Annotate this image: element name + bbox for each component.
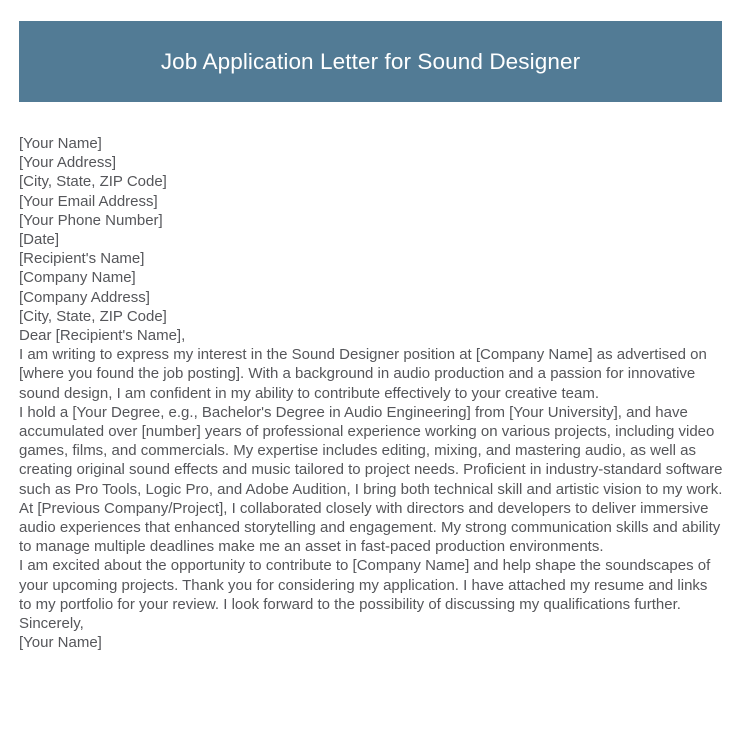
closing-line: Sincerely, — [19, 615, 84, 633]
recipient-street-line: [Company Address] — [19, 288, 150, 306]
recipient-address-block — [19, 249, 723, 326]
date-line: [Date] — [19, 231, 60, 249]
letter-paragraph-4: I am excited about the opportunity to contribute to [Company Name] and help shape the soundscapes of your upcoming projects. Thank you for considering my application. I have attached my resume and links to my portfolio for your review. I look forward to the possibility of discussing my qualifications further. — [19, 557, 711, 613]
recipient-city-line: [City, State, ZIP Code] — [19, 307, 167, 325]
sender-name-line: [Your Name] — [19, 135, 102, 152]
signature-name-line: [Your Name] — [19, 634, 102, 652]
sender-phone-line: [Your Phone Number] — [19, 211, 163, 229]
letter-paragraph-1: I am writing to express my interest in the Sound Designer position at [Company Name] as advertised on [where you found the job posting]. With a background in audio production and a passion for innovative sound design, I am confident in my ability to contribute effectively to your creative team. — [19, 346, 707, 402]
sender-city-line: [City, State, ZIP Code] — [19, 173, 167, 191]
sender-email-line: [Your Email Address] — [19, 192, 158, 210]
sender-street-line: [Your Address] — [19, 154, 117, 172]
letter-content — [19, 134, 723, 652]
sender-address-block — [19, 134, 723, 230]
document-header-banner — [19, 21, 722, 102]
letter-paragraph-2: I hold a [Your Degree, e.g., Bachelor's Degree in Audio Engineering] from [Your University], and have accumulated over [number] years of professional experience working on various projects, including video games, films, and commercials. My expertise includes editing, mixing, and mastering audio, as well as creating original sound effects and music tailored to project needs. Proficient in industry-standard software such as Pro Tools, Logic Pro, and Adobe Audition, I bring both technical skill and artistic vision to my work. — [19, 403, 723, 498]
salutation-line: Dear [Recipient's Name], — [19, 327, 186, 345]
recipient-name-line: [Recipient's Name] — [19, 250, 145, 268]
recipient-company-line: [Company Name] — [19, 269, 136, 287]
page-title: Job Application Letter for Sound Designer — [160, 49, 581, 74]
letter-paragraph-3: At [Previous Company/Project], I collaborated closely with directors and developers to deliver immersive audio experiences that enhanced storytelling and engagement. My strong communication skills and ability to manage multiple deadlines make me an asset in fast-paced production environments. — [19, 499, 721, 556]
